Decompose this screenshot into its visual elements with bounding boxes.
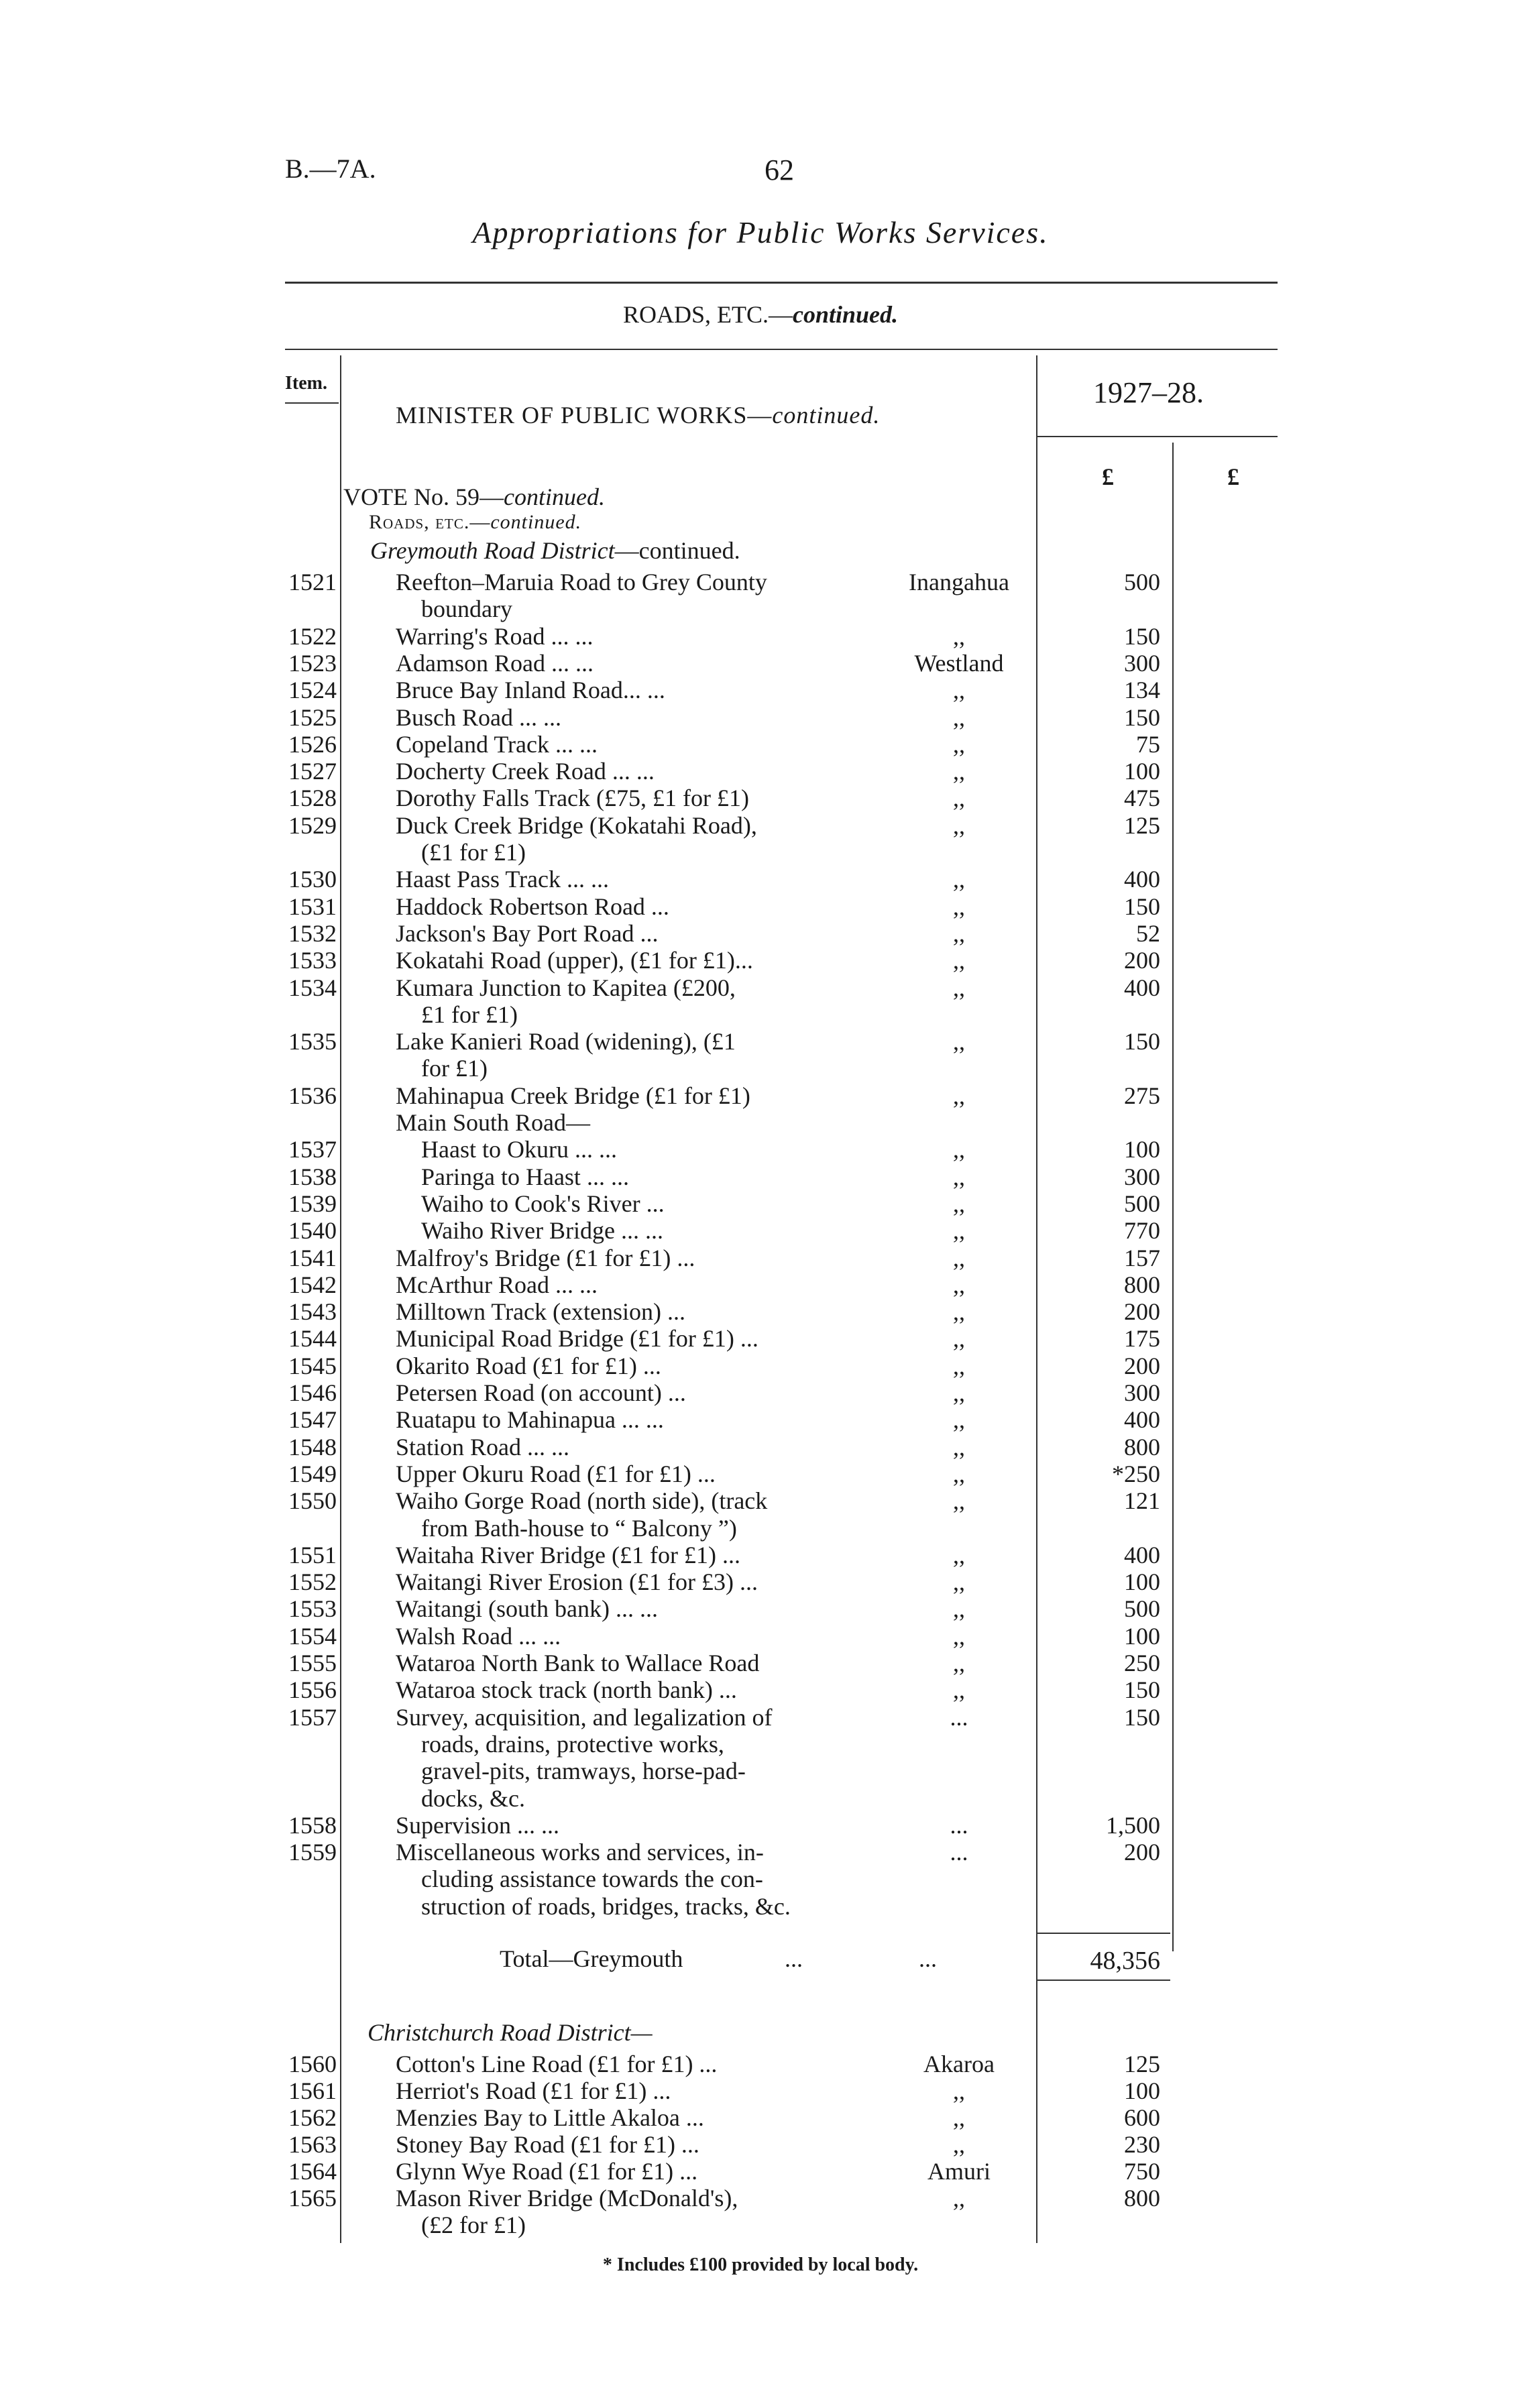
item-number: 1552 bbox=[288, 1568, 337, 1596]
item-number: 1535 bbox=[288, 1028, 337, 1055]
item-location: ,, bbox=[953, 811, 965, 839]
item-amount: 150 bbox=[1124, 893, 1160, 920]
item-location: ,, bbox=[953, 2077, 965, 2104]
item-number: 1550 bbox=[288, 1487, 337, 1515]
item-location: ,, bbox=[953, 1541, 965, 1568]
item-location: ,, bbox=[953, 730, 965, 758]
item-description: Haddock Robertson Road ... bbox=[396, 893, 669, 920]
item-location: ,, bbox=[953, 1190, 965, 1217]
item-description: docks, &c. bbox=[421, 1784, 525, 1812]
item-description: roads, drains, protective works, bbox=[421, 1730, 724, 1758]
item-number: 1556 bbox=[288, 1676, 337, 1704]
item-description: Waitangi (south bank) ... ... bbox=[396, 1595, 659, 1623]
item-number: 1545 bbox=[288, 1352, 337, 1379]
item-amount: 300 bbox=[1124, 1379, 1160, 1406]
section-title-continued: continued. bbox=[793, 301, 899, 328]
item-location: ,, bbox=[953, 1136, 965, 1163]
item-number: 1538 bbox=[288, 1163, 337, 1190]
item-amount: 200 bbox=[1124, 947, 1160, 974]
item-number: 1525 bbox=[288, 703, 337, 731]
item-location: ,, bbox=[953, 622, 965, 650]
item-amount: 300 bbox=[1124, 649, 1160, 677]
item-amount: 100 bbox=[1124, 758, 1160, 785]
item-description: Glynn Wye Road (£1 for £1) ... bbox=[396, 2158, 698, 2185]
item-location: ,, bbox=[953, 1028, 965, 1055]
item-description: Copeland Track ... ... bbox=[396, 730, 598, 758]
item-amount: 750 bbox=[1124, 2158, 1160, 2185]
item-description: Mason River Bridge (McDonald's), bbox=[396, 2185, 738, 2212]
item-description: Lake Kanieri Road (widening), (£1 bbox=[396, 1028, 736, 1055]
item-column-header: Item. bbox=[285, 373, 327, 394]
item-description: for £1) bbox=[421, 1055, 488, 1082]
item-location: ,, bbox=[953, 703, 965, 731]
item-description: Haast Pass Track ... ... bbox=[396, 866, 610, 893]
item-location: ,, bbox=[953, 1568, 965, 1596]
item-amount: 500 bbox=[1124, 1190, 1160, 1217]
section-title-main: ROADS, ETC.— bbox=[622, 301, 793, 328]
page-number: 62 bbox=[765, 154, 794, 186]
item-amount: 150 bbox=[1124, 622, 1160, 650]
item-description: £1 for £1) bbox=[421, 1000, 518, 1028]
item-amount: 770 bbox=[1124, 1217, 1160, 1245]
item-location: Akaroa bbox=[923, 2051, 995, 2077]
item-description: cluding assistance towards the con- bbox=[421, 1866, 763, 1893]
item-location: ,, bbox=[953, 974, 965, 1001]
item-amount: 75 bbox=[1136, 730, 1160, 758]
item-location: ,, bbox=[953, 785, 965, 812]
item-description: Waiho River Bridge ... ... bbox=[421, 1217, 664, 1245]
item-description: Upper Okuru Road (£1 for £1) ... bbox=[396, 1460, 716, 1487]
item-amount: 800 bbox=[1124, 1271, 1160, 1298]
item-number: 1526 bbox=[288, 730, 337, 758]
item-location: ,, bbox=[953, 758, 965, 785]
item-description: Kokatahi Road (upper), (£1 for £1)... bbox=[396, 947, 753, 974]
section-rule bbox=[285, 349, 1278, 350]
item-amount: 1,500 bbox=[1106, 1811, 1160, 1839]
item-description: Miscellaneous works and services, in- bbox=[396, 1839, 764, 1866]
roads-subheading-continued: continued. bbox=[490, 511, 582, 533]
item-number: 1565 bbox=[288, 2185, 337, 2212]
year-column-header: 1927–28. bbox=[1093, 376, 1204, 409]
item-description: Kumara Junction to Kapitea (£200, bbox=[396, 974, 736, 1001]
item-column-divider bbox=[340, 355, 341, 2243]
item-description: Waiho to Cook's River ... bbox=[421, 1190, 665, 1217]
currency-symbol-2: £ bbox=[1227, 463, 1239, 490]
total-amount: 48,356 bbox=[1090, 1947, 1160, 1975]
item-number: 1557 bbox=[288, 1703, 337, 1731]
item-description: Wataroa North Bank to Wallace Road bbox=[396, 1650, 760, 1676]
item-description: Dorothy Falls Track (£75, £1 for £1) bbox=[396, 785, 749, 812]
item-amount: 150 bbox=[1124, 703, 1160, 731]
item-location: ,, bbox=[953, 1406, 965, 1434]
item-location: ,, bbox=[953, 1460, 965, 1487]
currency-symbol-1: £ bbox=[1102, 463, 1114, 490]
item-amount: *250 bbox=[1112, 1460, 1160, 1487]
roads-subheading bbox=[369, 511, 581, 534]
item-amount: 52 bbox=[1136, 919, 1160, 947]
document-reference: B.—7A. bbox=[285, 154, 376, 184]
item-number: 1543 bbox=[288, 1298, 337, 1326]
item-description: Warring's Road ... ... bbox=[396, 622, 594, 650]
item-description: Supervision ... ... bbox=[396, 1811, 560, 1839]
item-description: Reefton–Maruia Road to Grey County bbox=[396, 569, 767, 595]
page-title: Appropriations for Public Works Services. bbox=[472, 215, 1049, 249]
item-amount: 400 bbox=[1124, 974, 1160, 1001]
item-amount: 150 bbox=[1124, 1676, 1160, 1704]
item-number: 1534 bbox=[288, 974, 337, 1001]
item-description: Survey, acquisition, and legalization of bbox=[396, 1703, 773, 1731]
item-description: Stoney Bay Road (£1 for £1) ... bbox=[396, 2131, 699, 2158]
item-number: 1560 bbox=[288, 2051, 337, 2077]
item-amount: 125 bbox=[1124, 2051, 1160, 2077]
item-number: 1555 bbox=[288, 1650, 337, 1676]
item-description: Haast to Okuru ... ... bbox=[421, 1136, 617, 1163]
item-description: (£1 for £1) bbox=[421, 839, 526, 866]
item-location: Westland bbox=[914, 649, 1004, 677]
item-location: ,, bbox=[953, 1595, 965, 1623]
item-number: 1544 bbox=[288, 1325, 337, 1353]
item-number: 1559 bbox=[288, 1839, 337, 1866]
item-description: Mahinapua Creek Bridge (£1 for £1) bbox=[396, 1082, 750, 1109]
item-amount: 400 bbox=[1124, 1406, 1160, 1434]
item-description: Okarito Road (£1 for £1) ... bbox=[396, 1352, 661, 1379]
item-amount: 275 bbox=[1124, 1082, 1160, 1109]
item-location: ,, bbox=[953, 1650, 965, 1676]
greymouth-district-name: Greymouth Road District bbox=[370, 537, 615, 564]
item-description: (£2 for £1) bbox=[421, 2212, 526, 2238]
item-location: ,, bbox=[953, 1082, 965, 1109]
item-amount: 100 bbox=[1124, 1568, 1160, 1596]
year-header-underline bbox=[1036, 436, 1278, 437]
item-amount: 125 bbox=[1124, 811, 1160, 839]
item-location: Amuri bbox=[927, 2158, 991, 2185]
item-description: Paringa to Haast ... ... bbox=[421, 1163, 629, 1190]
item-number: 1542 bbox=[288, 1271, 337, 1298]
item-description: struction of roads, bridges, tracks, &c. bbox=[421, 1892, 791, 1920]
greymouth-district-continued: —continued. bbox=[614, 537, 740, 564]
item-description: Jackson's Bay Port Road ... bbox=[396, 919, 659, 947]
item-location: ,, bbox=[953, 947, 965, 974]
item-amount: 200 bbox=[1124, 1839, 1160, 1866]
item-description: Milltown Track (extension) ... bbox=[396, 1298, 685, 1326]
item-number: 1530 bbox=[288, 866, 337, 893]
item-description: Malfroy's Bridge (£1 for £1) ... bbox=[396, 1244, 695, 1271]
section-title bbox=[0, 300, 1521, 329]
item-amount: 500 bbox=[1124, 569, 1160, 595]
item-amount: 230 bbox=[1124, 2131, 1160, 2158]
item-number: 1521 bbox=[288, 569, 337, 595]
item-description: Duck Creek Bridge (Kokatahi Road), bbox=[396, 811, 757, 839]
item-amount: 100 bbox=[1124, 1136, 1160, 1163]
amount-column-mid-divider bbox=[1172, 443, 1174, 1951]
item-amount: 250 bbox=[1124, 1650, 1160, 1676]
item-location: ,, bbox=[953, 1325, 965, 1353]
item-description: Waitaha River Bridge (£1 for £1) ... bbox=[396, 1541, 740, 1568]
item-location: Inangahua bbox=[909, 569, 1009, 595]
item-number: 1564 bbox=[288, 2158, 337, 2185]
item-location: ,, bbox=[953, 1352, 965, 1379]
item-number: 1532 bbox=[288, 919, 337, 947]
item-description: Waiho Gorge Road (north side), (track bbox=[396, 1487, 768, 1515]
total-location-dots: ... bbox=[919, 1945, 937, 1972]
item-amount: 150 bbox=[1124, 1028, 1160, 1055]
item-location: ,, bbox=[953, 2104, 965, 2131]
minister-heading bbox=[396, 401, 880, 429]
footnote: * Includes £100 provided by local body. bbox=[602, 2254, 919, 2275]
item-number: 1549 bbox=[288, 1460, 337, 1487]
item-amount: 134 bbox=[1124, 677, 1160, 704]
item-number: 1548 bbox=[288, 1433, 337, 1460]
item-location: ,, bbox=[953, 2131, 965, 2158]
item-description: Adamson Road ... ... bbox=[396, 649, 594, 677]
item-description: Wataroa stock track (north bank) ... bbox=[396, 1676, 737, 1704]
item-description: boundary bbox=[421, 595, 512, 623]
item-amount: 175 bbox=[1124, 1325, 1160, 1353]
item-amount: 800 bbox=[1124, 1433, 1160, 1460]
item-number: 1533 bbox=[288, 947, 337, 974]
item-location: ,, bbox=[953, 2185, 965, 2212]
item-amount: 600 bbox=[1124, 2104, 1160, 2131]
item-number: 1531 bbox=[288, 893, 337, 920]
minister-heading-main: MINISTER OF PUBLIC WORKS— bbox=[396, 402, 773, 428]
item-amount: 200 bbox=[1124, 1298, 1160, 1326]
item-number: 1529 bbox=[288, 811, 337, 839]
total-label: Total—Greymouth bbox=[500, 1945, 683, 1972]
item-location: ,, bbox=[953, 1217, 965, 1245]
item-description: Petersen Road (on account) ... bbox=[396, 1379, 686, 1406]
item-location: ,, bbox=[953, 677, 965, 704]
item-amount: 100 bbox=[1124, 2077, 1160, 2104]
item-header-underline bbox=[285, 402, 339, 404]
item-number: 1551 bbox=[288, 1541, 337, 1568]
item-location: ,, bbox=[953, 1676, 965, 1704]
item-amount: 800 bbox=[1124, 2185, 1160, 2212]
item-location: ,, bbox=[953, 1163, 965, 1190]
item-location: ,, bbox=[953, 1244, 965, 1271]
item-amount: 300 bbox=[1124, 1163, 1160, 1190]
item-description: Municipal Road Bridge (£1 for £1) ... bbox=[396, 1325, 758, 1353]
vote-heading bbox=[343, 483, 605, 511]
item-amount: 400 bbox=[1124, 866, 1160, 893]
christchurch-district-heading: Christchurch Road District— bbox=[368, 2019, 653, 2046]
item-amount: 121 bbox=[1124, 1487, 1160, 1515]
item-location: ,, bbox=[953, 919, 965, 947]
item-number: 1523 bbox=[288, 649, 337, 677]
item-location: ,, bbox=[953, 1379, 965, 1406]
item-number: 1561 bbox=[288, 2077, 337, 2104]
item-location: ,, bbox=[953, 1433, 965, 1460]
item-description: Cotton's Line Road (£1 for £1) ... bbox=[396, 2051, 718, 2077]
item-description: Station Road ... ... bbox=[396, 1433, 569, 1460]
item-number: 1527 bbox=[288, 758, 337, 785]
item-number: 1546 bbox=[288, 1379, 337, 1406]
minister-heading-continued: continued. bbox=[772, 402, 881, 428]
item-amount: 157 bbox=[1124, 1244, 1160, 1271]
item-description: gravel-pits, tramways, horse-pad- bbox=[421, 1758, 746, 1785]
item-number: 1537 bbox=[288, 1136, 337, 1163]
item-number: 1558 bbox=[288, 1811, 337, 1839]
item-number: 1541 bbox=[288, 1244, 337, 1271]
item-location: ,, bbox=[953, 1487, 965, 1515]
vote-heading-continued: continued. bbox=[503, 483, 605, 510]
item-description: Busch Road ... ... bbox=[396, 703, 561, 731]
item-number: 1563 bbox=[288, 2131, 337, 2158]
item-number: 1539 bbox=[288, 1190, 337, 1217]
item-number: 1554 bbox=[288, 1622, 337, 1650]
item-amount: 200 bbox=[1124, 1352, 1160, 1379]
item-number: 1522 bbox=[288, 622, 337, 650]
item-location: ,, bbox=[953, 1298, 965, 1326]
item-location: ,, bbox=[953, 1622, 965, 1650]
item-amount: 475 bbox=[1124, 785, 1160, 812]
item-location: ... bbox=[950, 1839, 968, 1866]
item-location: ... bbox=[950, 1811, 968, 1839]
item-description: Main South Road— bbox=[396, 1109, 591, 1136]
item-description: McArthur Road ... ... bbox=[396, 1271, 598, 1298]
item-number: 1553 bbox=[288, 1595, 337, 1623]
total-dots: ... bbox=[785, 1945, 803, 1972]
item-number: 1562 bbox=[288, 2104, 337, 2131]
total-bottom-rule bbox=[1036, 1980, 1170, 1981]
item-description: Menzies Bay to Little Akaloa ... bbox=[396, 2104, 704, 2131]
item-description: Waitangi River Erosion (£1 for £3) ... bbox=[396, 1568, 758, 1596]
item-amount: 400 bbox=[1124, 1541, 1160, 1568]
item-amount: 150 bbox=[1124, 1703, 1160, 1731]
item-description: from Bath-house to “ Balcony ”) bbox=[421, 1514, 737, 1542]
item-location: ,, bbox=[953, 893, 965, 920]
item-number: 1547 bbox=[288, 1406, 337, 1434]
item-location: ... bbox=[950, 1703, 968, 1731]
item-amount: 500 bbox=[1124, 1595, 1160, 1623]
item-description: Herriot's Road (£1 for £1) ... bbox=[396, 2077, 671, 2104]
vote-heading-main: VOTE No. 59— bbox=[343, 483, 504, 510]
item-description: Walsh Road ... ... bbox=[396, 1622, 561, 1650]
item-description: Docherty Creek Road ... ... bbox=[396, 758, 655, 785]
item-description: Ruatapu to Mahinapua ... ... bbox=[396, 1406, 664, 1434]
item-number: 1540 bbox=[288, 1217, 337, 1245]
item-amount: 100 bbox=[1124, 1622, 1160, 1650]
roads-subheading-main: Roads, etc.— bbox=[369, 511, 491, 533]
item-location: ,, bbox=[953, 1271, 965, 1298]
item-description: Bruce Bay Inland Road... ... bbox=[396, 677, 665, 704]
item-location: ,, bbox=[953, 866, 965, 893]
item-number: 1536 bbox=[288, 1082, 337, 1109]
item-number: 1524 bbox=[288, 677, 337, 704]
item-number: 1528 bbox=[288, 785, 337, 812]
title-rule bbox=[285, 282, 1278, 284]
total-top-rule bbox=[1036, 1933, 1170, 1934]
greymouth-district-heading bbox=[370, 536, 740, 565]
